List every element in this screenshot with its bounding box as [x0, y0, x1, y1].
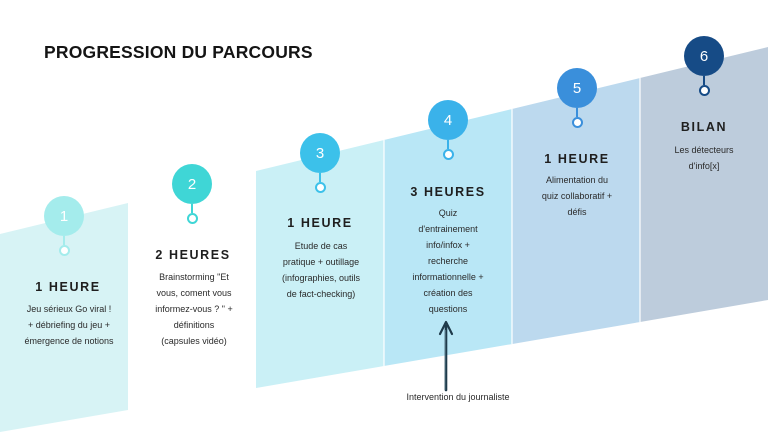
description-line: défis: [567, 207, 587, 217]
step-1-duration: 1 HEURE: [35, 280, 101, 294]
description-line: Les détecteurs: [674, 145, 734, 155]
step-5-dot: [572, 117, 583, 128]
step-3-number: 3: [300, 133, 340, 173]
description-line: d'info[x]: [688, 161, 720, 171]
description-line: Jeu sérieux Go viral !: [26, 304, 112, 314]
step-3-description: [262, 238, 380, 302]
step-4-number: 4: [428, 100, 468, 140]
step-6-stem: [703, 76, 705, 85]
page-title: PROGRESSION DU PARCOURS: [44, 42, 313, 62]
description-line: création des: [423, 288, 473, 298]
step-4-description: [390, 205, 506, 317]
step-4-marker: [428, 100, 468, 160]
step-3-dot: [315, 182, 326, 193]
description-line: recherche: [427, 256, 469, 266]
step-3-duration: 1 HEURE: [287, 216, 353, 230]
step-4-duration: 3 HEURES: [410, 185, 486, 199]
description-line: pratique + outillage: [282, 257, 360, 267]
step-1-number: 1: [44, 196, 84, 236]
step-5-stem: [576, 108, 578, 117]
description-line: questions: [428, 304, 468, 314]
step-2-dot: [187, 213, 198, 224]
step-6-number: 6: [684, 36, 724, 76]
description-line: vous, coment vous: [156, 288, 232, 298]
description-line: + débriefing du jeu +: [27, 320, 111, 330]
description-line: (infographies, outils: [281, 273, 361, 283]
step-5-marker: [557, 68, 597, 128]
description-line: quiz collaboratif +: [541, 191, 613, 201]
step-5-duration: 1 HEURE: [544, 152, 610, 166]
step-1-description: [10, 301, 128, 349]
step-4-dot: [443, 149, 454, 160]
step-6-description: [646, 142, 762, 174]
step-1-stem: [63, 236, 65, 245]
step-2-marker: [172, 164, 212, 224]
description-line: Quiz: [438, 208, 458, 218]
step-2-description: [134, 269, 254, 349]
step-6-marker: [684, 36, 724, 96]
step-2-duration: 2 HEURES: [155, 248, 231, 262]
step-1-dot: [59, 245, 70, 256]
description-line: de fact-checking): [286, 289, 356, 299]
description-line: définitions: [173, 320, 215, 330]
step-5-number: 5: [557, 68, 597, 108]
description-line: (capsules vidéo): [161, 336, 227, 346]
description-line: Etude de cas: [294, 241, 348, 251]
step-1-marker: [44, 196, 84, 256]
step-5-description: [518, 172, 636, 220]
step-3-marker: [300, 133, 340, 193]
description-line: Brainstorming "Et: [159, 272, 229, 282]
journalist-note: Intervention du journaliste: [406, 392, 510, 402]
step-4-stem: [447, 140, 449, 149]
description-line: informez-vous ? " +: [155, 304, 233, 314]
step-3-stem: [319, 173, 321, 182]
step-6-duration: BILAN: [680, 120, 728, 134]
description-line: d'entrainement: [418, 224, 478, 234]
description-line: Alimentation du: [545, 175, 609, 185]
description-line: informationnelle +: [412, 272, 484, 282]
description-line: émergence de notions: [24, 336, 114, 346]
step-2-number: 2: [172, 164, 212, 204]
up-arrow-icon: [438, 320, 454, 392]
description-line: info/infox +: [426, 240, 470, 250]
step-6-dot: [699, 85, 710, 96]
step-2-stem: [191, 204, 193, 213]
